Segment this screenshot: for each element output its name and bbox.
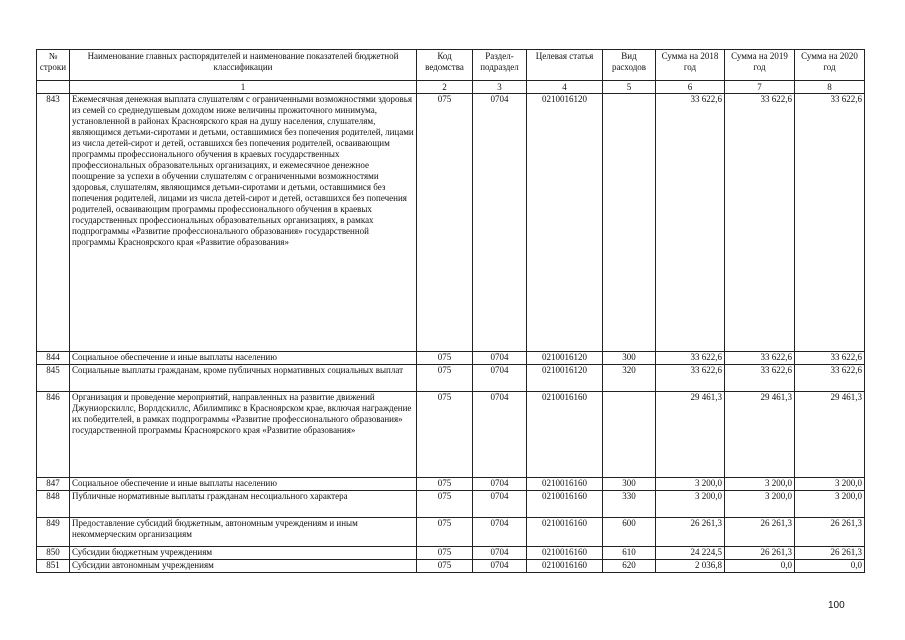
row-sum-2020: 26 261,3 (795, 547, 865, 560)
column-number: 8 (795, 81, 865, 94)
row-sum-2019: 33 622,6 (725, 94, 795, 352)
row-sum-2018: 24 224,5 (656, 547, 725, 560)
row-sum-2020: 33 622,6 (795, 352, 865, 365)
column-number: 6 (656, 81, 725, 94)
row-name: Социальное обеспечение и иные выплаты населению (70, 352, 417, 365)
row-name: Социальные выплаты гражданам, кроме публичных нормативных социальных выплат (70, 365, 417, 392)
row-target: 0210016120 (527, 352, 603, 365)
header-dept-code: Код ведомства (417, 50, 473, 81)
table-row (37, 491, 865, 518)
row-dept-code: 075 (417, 392, 473, 478)
row-section: 0704 (473, 560, 527, 573)
row-sum-2020: 3 200,0 (795, 478, 865, 491)
row-dept-code: 075 (417, 518, 473, 547)
row-dept-code: 075 (417, 547, 473, 560)
column-number-row (37, 81, 865, 94)
row-name: Предоставление субсидий бюджетным, автономным учреждениям и иным некоммерческим организациям (70, 518, 417, 547)
row-section: 0704 (473, 478, 527, 491)
row-sum-2019: 29 461,3 (725, 392, 795, 478)
row-number: 846 (37, 392, 70, 478)
row-expense-type (603, 392, 656, 478)
table-row (37, 547, 865, 560)
header-sum-2018: Сумма на 2018 год (656, 50, 725, 81)
header-row (37, 50, 865, 81)
row-section: 0704 (473, 365, 527, 392)
row-sum-2020: 29 461,3 (795, 392, 865, 478)
row-sum-2019: 26 261,3 (725, 547, 795, 560)
column-number: 2 (417, 81, 473, 94)
row-sum-2020: 33 622,6 (795, 365, 865, 392)
row-number: 845 (37, 365, 70, 392)
header-sum-2020: Сумма на 2020 год (795, 50, 865, 81)
column-number: 7 (725, 81, 795, 94)
row-expense-type: 300 (603, 478, 656, 491)
row-name: Ежемесячная денежная выплата слушателям с ограниченными возможностями здоровья из семей со среднедушевым доходом ниже величины прожиточного минимума, установленной в районах Красноярского края на душу населения, слушателям, являющимся детьми-сиротами и детьми, оставшимися без попечения родителей, лицами из числа детей-сирот и детей, оставшихся без попечения родителей, осваивающим программы профессионального обучения в краевых государственных профессиональных образовательных организациях, и ежемесячное денежное поощрение за успехи в обучении слушателям с ограниченными возможностями здоровья, слушателям, являющимся детьми-сиротами и детьми, оставшимися без попечения родителей, лицами из числа детей-сирот и детей, оставшихся без попечения родителей, осваивающим программы профессионального обучения в краевых государственных профессиональных образовательных организациях, в рамках подпрограммы «Развитие профессионального образования» государственной программы Красноярского края «Развитие образования» (70, 94, 417, 352)
row-sum-2018: 3 200,0 (656, 478, 725, 491)
header-section: Раздел-подраздел (473, 50, 527, 81)
row-number: 843 (37, 94, 70, 352)
row-sum-2020: 33 622,6 (795, 94, 865, 352)
row-dept-code: 075 (417, 560, 473, 573)
column-number: 4 (527, 81, 603, 94)
row-target: 0210016160 (527, 518, 603, 547)
row-section: 0704 (473, 491, 527, 518)
row-number: 851 (37, 560, 70, 573)
row-target: 0210016160 (527, 491, 603, 518)
column-number: 5 (603, 81, 656, 94)
header-row-no: № строки (37, 50, 70, 81)
row-sum-2019: 0,0 (725, 560, 795, 573)
table-row (37, 365, 865, 392)
row-sum-2018: 26 261,3 (656, 518, 725, 547)
row-expense-type: 620 (603, 560, 656, 573)
header-expense-type: Вид расходов (603, 50, 656, 81)
row-number: 848 (37, 491, 70, 518)
budget-table (36, 49, 865, 573)
row-name: Социальное обеспечение и иные выплаты населению (70, 478, 417, 491)
row-name: Организация и проведение мероприятий, направленных на развитие движений Джуниорскиллс, Ворлдскиллс, Абилимпикс в Красноярском крае, включая награждение их победителей, в рамках подпрограммы «Развитие профессионального образования» государственной программы Красноярского края «Развитие образования» (70, 392, 417, 478)
row-name: Субсидии бюджетным учреждениям (70, 547, 417, 560)
row-expense-type: 600 (603, 518, 656, 547)
row-section: 0704 (473, 352, 527, 365)
table-row (37, 478, 865, 491)
row-dept-code: 075 (417, 352, 473, 365)
table-row (37, 518, 865, 547)
row-dept-code: 075 (417, 94, 473, 352)
row-name: Субсидии автономным учреждениям (70, 560, 417, 573)
row-sum-2019: 33 622,6 (725, 365, 795, 392)
header-name: Наименование главных распорядителей и наименование показателей бюджетной классификации (70, 50, 417, 81)
row-expense-type: 330 (603, 491, 656, 518)
header-target: Целевая статья (527, 50, 603, 81)
row-sum-2018: 33 622,6 (656, 365, 725, 392)
table-row (37, 94, 865, 352)
row-section: 0704 (473, 94, 527, 352)
row-dept-code: 075 (417, 478, 473, 491)
row-dept-code: 075 (417, 491, 473, 518)
table-row (37, 352, 865, 365)
row-number: 849 (37, 518, 70, 547)
row-sum-2018: 29 461,3 (656, 392, 725, 478)
row-target: 0210016160 (527, 478, 603, 491)
row-section: 0704 (473, 547, 527, 560)
row-sum-2020: 3 200,0 (795, 491, 865, 518)
row-section: 0704 (473, 392, 527, 478)
row-expense-type: 300 (603, 352, 656, 365)
row-sum-2019: 3 200,0 (725, 491, 795, 518)
row-target: 0210016160 (527, 392, 603, 478)
row-target: 0210016120 (527, 365, 603, 392)
row-expense-type: 320 (603, 365, 656, 392)
row-sum-2018: 2 036,8 (656, 560, 725, 573)
row-expense-type (603, 94, 656, 352)
page-number: 100 (828, 600, 845, 611)
column-number (37, 81, 70, 94)
row-sum-2020: 0,0 (795, 560, 865, 573)
table-row (37, 560, 865, 573)
row-section: 0704 (473, 518, 527, 547)
row-expense-type: 610 (603, 547, 656, 560)
header-sum-2019: Сумма на 2019 год (725, 50, 795, 81)
row-number: 847 (37, 478, 70, 491)
row-sum-2019: 33 622,6 (725, 352, 795, 365)
row-target: 0210016160 (527, 560, 603, 573)
column-number: 1 (70, 81, 417, 94)
column-number: 3 (473, 81, 527, 94)
row-sum-2018: 33 622,6 (656, 94, 725, 352)
row-sum-2018: 33 622,6 (656, 352, 725, 365)
row-number: 850 (37, 547, 70, 560)
row-dept-code: 075 (417, 365, 473, 392)
table-row (37, 392, 865, 478)
row-number: 844 (37, 352, 70, 365)
row-sum-2018: 3 200,0 (656, 491, 725, 518)
row-sum-2019: 3 200,0 (725, 478, 795, 491)
row-target: 0210016160 (527, 547, 603, 560)
row-target: 0210016120 (527, 94, 603, 352)
row-name: Публичные нормативные выплаты гражданам несоциального характера (70, 491, 417, 518)
row-sum-2019: 26 261,3 (725, 518, 795, 547)
row-sum-2020: 26 261,3 (795, 518, 865, 547)
